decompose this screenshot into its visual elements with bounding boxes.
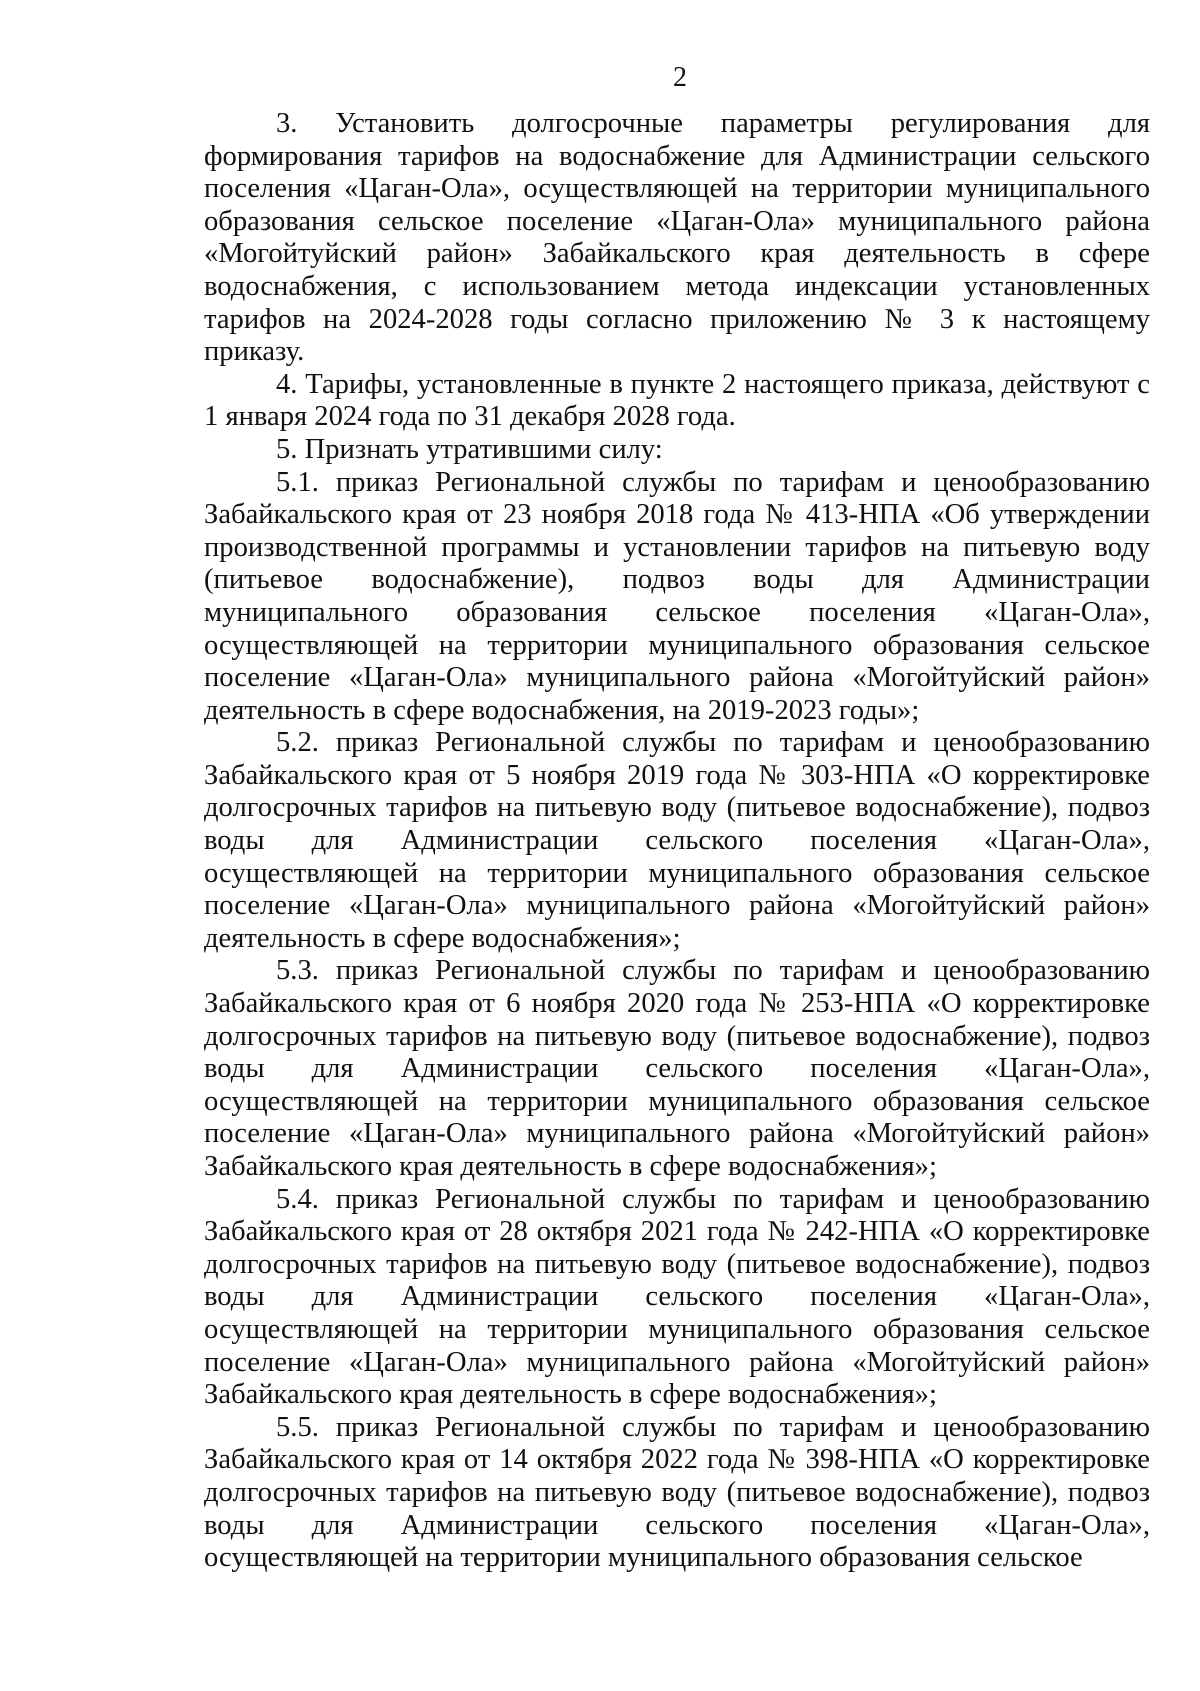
page-number: 2 [673, 62, 687, 93]
paragraph-3: 3. Установить долгосрочные параметры регулирования для формирования тарифов на водоснабжение для Администрации сельского поселения «Цаган-Ола», осуществляющей на территории муниципального образования сельское поселение «Цаган-Ола» муниципального района «Могойтуйский район» Забайкальского края деятельность в сфере водоснабжения, с использованием метода индексации установленных тарифов на 2024-2028 годы согласно приложению № 3 к настоящему приказу. [204, 108, 1150, 368]
paragraph-5-4: 5.4. приказ Региональной службы по тарифам и ценообразованию Забайкальского края от 28 октября 2021 года № 242-НПА «О корректировке долгосрочных тарифов на питьевую воду (питьевое водоснабжение), подвоз воды для Администрации сельского поселения «Цаган-Ола», осуществляющей на территории муниципального образования сельское поселение «Цаган-Ола» муниципального района «Могойтуйский район» Забайкальского края деятельность в сфере водоснабжения»; [204, 1183, 1150, 1411]
document-body [204, 108, 1150, 1575]
paragraph-5-1: 5.1. приказ Региональной службы по тарифам и ценообразованию Забайкальского края от 23 ноября 2018 года № 413-НПА «Об утверждении производственной программы и установлении тарифов на питьевую воду (питьевое водоснабжение), подвоз воды для Администрации муниципального образования сельское поселения «Цаган-Ола», осуществляющей на территории муниципального образования сельское поселение «Цаган-Ола» муниципального района «Могойтуйский район» деятельность в сфере водоснабжения, на 2019-2023 годы»; [204, 466, 1150, 726]
paragraph-5-2: 5.2. приказ Региональной службы по тарифам и ценообразованию Забайкальского края от 5 ноября 2019 года № 303-НПА «О корректировке долгосрочных тарифов на питьевую воду (питьевое водоснабжение), подвоз воды для Администрации сельского поселения «Цаган-Ола», осуществляющей на территории муниципального образования сельское поселение «Цаган-Ола» муниципального района «Могойтуйский район» деятельность в сфере водоснабжения»; [204, 727, 1150, 954]
paragraph-5-5: 5.5. приказ Региональной службы по тарифам и ценообразованию Забайкальского края от 14 октября 2022 года № 398-НПА «О корректировке долгосрочных тарифов на питьевую воду (питьевое водоснабжение), подвоз воды для Администрации сельского поселения «Цаган-Ола», осуществляющей на территории муниципального образования сельское [204, 1411, 1150, 1574]
paragraph-5: 5. Признать утратившими силу: [276, 433, 663, 465]
paragraph-4: 4. Тарифы, установленные в пункте 2 настоящего приказа, действуют с 1 января 2024 года по 31 декабря 2028 года. [204, 368, 1150, 433]
paragraph-5-3: 5.3. приказ Региональной службы по тарифам и ценообразованию Забайкальского края от 6 ноября 2020 года № 253-НПА «О корректировке долгосрочных тарифов на питьевую воду (питьевое водоснабжение), подвоз воды для Администрации сельского поселения «Цаган-Ола», осуществляющей на территории муниципального образования сельское поселение «Цаган-Ола» муниципального района «Могойтуйский район» Забайкальского края деятельность в сфере водоснабжения»; [204, 955, 1150, 1182]
